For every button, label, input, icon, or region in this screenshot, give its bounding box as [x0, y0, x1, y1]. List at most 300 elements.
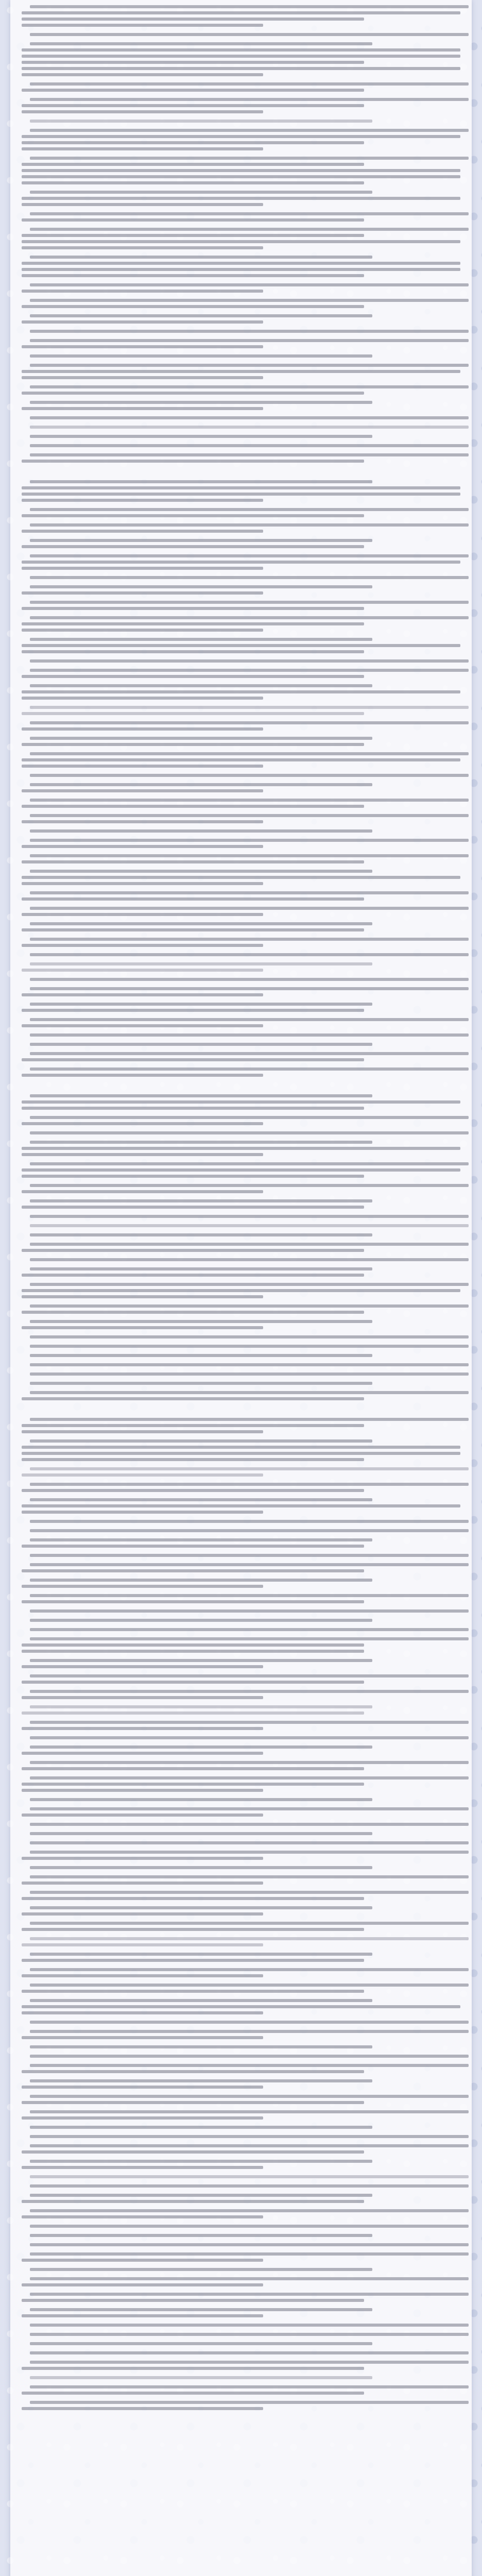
story-paragraph [22, 1467, 460, 1477]
text-line-placeholder [22, 2259, 263, 2262]
text-line-placeholder [22, 1168, 460, 1172]
story-paragraph [22, 364, 460, 379]
story-paragraph [22, 1659, 460, 1668]
text-line-placeholder [22, 2200, 364, 2203]
story-paragraph [22, 2277, 460, 2286]
text-line-placeholder [30, 444, 469, 447]
story-paragraph [22, 1776, 460, 1792]
text-line-placeholder [30, 2385, 469, 2388]
text-line-placeholder [30, 783, 372, 786]
story-paragraph [22, 576, 460, 579]
text-line-placeholder [22, 169, 460, 172]
text-line-placeholder [30, 82, 469, 86]
text-line-placeholder [22, 591, 263, 595]
story-paragraph [22, 1953, 460, 1962]
text-line-placeholder [22, 67, 460, 70]
text-line-placeholder [22, 73, 263, 76]
text-line-placeholder [22, 1650, 364, 1653]
text-line-placeholder [30, 1736, 469, 1739]
text-line-placeholder [30, 1674, 469, 1677]
text-line-placeholder [22, 1190, 263, 1193]
text-line-placeholder [30, 401, 372, 404]
text-line-placeholder [22, 1473, 263, 1477]
text-line-placeholder [22, 882, 263, 885]
text-line-placeholder [22, 1897, 364, 1900]
text-line-placeholder [30, 1335, 469, 1338]
text-line-placeholder [22, 1882, 263, 1885]
text-line-placeholder [22, 2392, 364, 2395]
text-line-placeholder [22, 1326, 263, 1329]
story-paragraph [22, 1033, 460, 1037]
text-line-placeholder [30, 2252, 469, 2256]
text-line-placeholder [30, 938, 469, 941]
text-line-placeholder [30, 585, 372, 588]
text-line-placeholder [30, 1233, 372, 1236]
text-line-placeholder [30, 1937, 469, 1940]
story-paragraph [22, 1529, 460, 1532]
text-line-placeholder [30, 228, 469, 231]
text-line-placeholder [22, 675, 364, 678]
story-paragraph [22, 2110, 460, 2120]
text-line-placeholder [22, 1153, 263, 1156]
story-paragraph [22, 98, 460, 113]
text-line-placeholder [22, 1990, 364, 1993]
text-line-placeholder [22, 246, 263, 249]
text-line-placeholder [30, 1243, 469, 1246]
text-line-placeholder [30, 1554, 469, 1557]
text-line-placeholder [22, 2367, 364, 2370]
text-line-placeholder [22, 147, 263, 150]
story-paragraph [22, 2308, 460, 2317]
story-paragraph [22, 1184, 460, 1193]
story-paragraph [22, 435, 460, 438]
text-line-placeholder [30, 314, 372, 317]
text-line-placeholder [22, 61, 364, 64]
text-line-placeholder [22, 460, 364, 463]
text-line-placeholder [30, 2110, 469, 2113]
text-line-placeholder [22, 805, 364, 808]
text-line-placeholder [30, 416, 469, 419]
text-line-placeholder [30, 2333, 469, 2336]
story-paragraph [22, 1345, 460, 1348]
text-line-placeholder [30, 1807, 469, 1810]
text-line-placeholder [30, 283, 469, 286]
text-line-placeholder [30, 2308, 372, 2311]
text-line-placeholder [22, 407, 263, 410]
story-paragraph [22, 416, 460, 419]
story-paragraph [22, 426, 460, 429]
text-line-placeholder [22, 697, 263, 700]
text-line-placeholder [30, 364, 469, 367]
text-line-placeholder [30, 706, 469, 709]
story-paragraph [22, 354, 460, 358]
story-paragraph [22, 1283, 460, 1298]
text-line-placeholder [22, 993, 263, 996]
text-line-placeholder [30, 523, 469, 527]
text-line-placeholder [30, 435, 372, 438]
text-line-placeholder [22, 2215, 263, 2218]
story-paragraph [22, 191, 460, 206]
text-line-placeholder [22, 514, 364, 517]
text-line-placeholder [22, 1814, 263, 1817]
text-line-placeholder [22, 1147, 460, 1150]
text-line-placeholder [30, 554, 469, 557]
text-line-placeholder [22, 240, 460, 243]
text-line-placeholder [30, 2376, 372, 2379]
text-line-placeholder [22, 1452, 460, 1455]
text-line-placeholder [30, 829, 372, 833]
text-line-placeholder [30, 453, 469, 456]
text-line-placeholder [30, 1184, 469, 1187]
story-paragraph [22, 2268, 460, 2271]
story-paragraph [22, 1832, 460, 1835]
story-paragraph [22, 1637, 460, 1653]
text-line-placeholder [30, 684, 372, 687]
story-paragraph [22, 659, 460, 663]
text-line-placeholder [22, 1585, 263, 1588]
text-line-placeholder [22, 203, 263, 206]
story-paragraph [22, 1906, 460, 1916]
text-line-placeholder [30, 1968, 469, 1971]
story-paragraph [22, 1891, 460, 1900]
text-line-placeholder [30, 1363, 469, 1366]
text-line-placeholder [22, 1600, 364, 1603]
text-line-placeholder [30, 212, 469, 215]
story-paragraph [22, 1807, 460, 1817]
story-paragraph [22, 2055, 460, 2058]
story-paragraph [22, 1798, 460, 1801]
text-line-placeholder [22, 545, 364, 548]
text-line-placeholder [30, 1798, 372, 1801]
story-paragraph [22, 638, 460, 653]
text-line-placeholder [22, 392, 364, 395]
text-line-placeholder [22, 234, 364, 237]
text-line-placeholder [30, 1418, 469, 1421]
text-line-placeholder [22, 607, 364, 610]
story-paragraph [22, 539, 460, 548]
text-line-placeholder [22, 104, 364, 107]
text-line-placeholder [22, 345, 263, 348]
story-body [10, 5, 472, 2416]
text-line-placeholder [30, 2045, 372, 2048]
text-line-placeholder [22, 1107, 364, 1110]
story-paragraph [22, 1999, 460, 2014]
story-paragraph [22, 480, 460, 502]
text-line-placeholder [30, 1345, 469, 1348]
text-line-placeholder [22, 89, 364, 92]
text-line-placeholder [22, 2101, 364, 2104]
story-paragraph [22, 752, 460, 768]
text-line-placeholder [22, 2166, 263, 2169]
text-line-placeholder [22, 1711, 364, 1715]
text-line-placeholder [22, 928, 364, 931]
story-paragraph [22, 1418, 460, 1433]
text-line-placeholder [22, 2299, 364, 2302]
story-paragraph [22, 120, 460, 123]
text-line-placeholder [30, 1003, 372, 1006]
story-paragraph [22, 1243, 460, 1252]
text-line-placeholder [22, 2314, 263, 2317]
text-line-placeholder [22, 743, 364, 746]
text-line-placeholder [22, 789, 263, 792]
text-line-placeholder [30, 157, 469, 160]
text-line-placeholder [22, 860, 364, 863]
story-paragraph [22, 1439, 460, 1461]
text-line-placeholder [30, 1851, 469, 1854]
text-line-placeholder [22, 1912, 263, 1916]
story-paragraph [22, 228, 460, 249]
story-paragraph [22, 508, 460, 517]
story-paragraph [22, 1579, 460, 1588]
story-paragraph [22, 82, 460, 92]
text-line-placeholder [22, 876, 460, 879]
text-line-placeholder [22, 1511, 263, 1514]
story-paragraph [22, 1391, 460, 1400]
story-paragraph [22, 2243, 460, 2246]
story-paragraph [22, 1554, 460, 1557]
story-paragraph [22, 523, 460, 533]
text-line-placeholder [30, 1467, 469, 1470]
text-line-placeholder [22, 1959, 364, 1962]
text-line-placeholder [30, 330, 469, 333]
story-paragraph [22, 737, 460, 746]
text-line-placeholder [30, 1637, 469, 1640]
story-paragraph [22, 2252, 460, 2262]
text-line-placeholder [30, 2243, 469, 2246]
text-line-placeholder [30, 1199, 372, 1202]
text-line-placeholder [22, 11, 460, 14]
story-paragraph [22, 299, 460, 308]
text-line-placeholder [30, 33, 469, 36]
text-line-placeholder [30, 339, 469, 342]
text-line-placeholder [22, 2086, 263, 2089]
story-paragraph [22, 1563, 460, 1572]
text-line-placeholder [22, 1545, 364, 1548]
story-paragraph [22, 314, 460, 324]
story-paragraph [22, 1233, 460, 1236]
text-line-placeholder [30, 191, 372, 194]
story-paragraph [22, 1674, 460, 1684]
text-line-placeholder [30, 1043, 372, 1046]
text-line-placeholder [22, 110, 263, 113]
story-paragraph [22, 1968, 460, 1977]
text-line-placeholder [22, 969, 263, 972]
text-line-placeholder [30, 1906, 372, 1909]
text-line-placeholder [22, 690, 460, 693]
text-line-placeholder [22, 2407, 263, 2410]
text-line-placeholder [30, 2030, 469, 2033]
text-line-placeholder [30, 2234, 372, 2237]
story-paragraph [22, 1141, 460, 1156]
text-line-placeholder [30, 1052, 469, 1055]
text-line-placeholder [22, 1857, 263, 1860]
text-line-placeholder [22, 1175, 364, 1178]
story-paragraph [22, 1215, 460, 1218]
story-paragraph [22, 2342, 460, 2345]
text-line-placeholder [22, 1274, 364, 1277]
text-line-placeholder [22, 499, 263, 502]
story-paragraph [22, 2225, 460, 2228]
text-line-placeholder [22, 376, 263, 379]
story-paragraph [22, 1937, 460, 1946]
text-line-placeholder [22, 2011, 263, 2014]
text-line-placeholder [30, 870, 372, 873]
text-line-placeholder [22, 290, 263, 293]
story-paragraph [22, 2184, 460, 2188]
story-paragraph [22, 385, 460, 395]
text-line-placeholder [30, 1520, 469, 1523]
text-line-placeholder [30, 1439, 372, 1443]
text-line-placeholder [22, 1643, 364, 1647]
story-paragraph [22, 157, 460, 184]
story-paragraph [22, 444, 460, 447]
story-paragraph [22, 33, 460, 36]
story-paragraph [22, 1094, 460, 1110]
text-line-placeholder [22, 2005, 460, 2008]
text-line-placeholder [30, 1659, 372, 1662]
text-line-placeholder [30, 1761, 469, 1764]
text-line-placeholder [30, 480, 372, 483]
text-line-placeholder [22, 1681, 364, 1684]
text-line-placeholder [22, 274, 364, 277]
story-paragraph [22, 1224, 460, 1227]
text-line-placeholder [22, 370, 460, 373]
story-paragraph [22, 1736, 460, 1739]
text-line-placeholder [30, 129, 469, 132]
text-line-placeholder [30, 891, 469, 894]
story-paragraph [22, 1162, 460, 1178]
text-line-placeholder [22, 1430, 263, 1433]
story-paragraph [22, 2376, 460, 2379]
story-paragraph [22, 1258, 460, 1261]
text-line-placeholder [22, 2116, 263, 2120]
text-line-placeholder [30, 1628, 469, 1631]
text-line-placeholder [22, 1311, 364, 1314]
story-paragraph [22, 616, 460, 632]
text-line-placeholder [30, 1594, 469, 1597]
story-paragraph [22, 2079, 460, 2089]
story-paragraph [22, 5, 460, 27]
story-paragraph [22, 2351, 460, 2354]
text-line-placeholder [30, 1354, 372, 1357]
text-line-placeholder [22, 2070, 364, 2073]
story-paragraph [22, 2064, 460, 2073]
text-line-placeholder [30, 1116, 469, 1119]
text-line-placeholder [30, 508, 469, 511]
text-line-placeholder [30, 2401, 469, 2404]
text-line-placeholder [30, 922, 372, 925]
text-line-placeholder [22, 944, 263, 947]
text-line-placeholder [22, 1295, 263, 1298]
story-paragraph [22, 2209, 460, 2218]
story-paragraph [22, 1875, 460, 1885]
text-line-placeholder [30, 1391, 469, 1394]
story-paragraph [22, 1043, 460, 1046]
scene-break [22, 1083, 460, 1094]
text-line-placeholder [30, 1094, 372, 1097]
text-line-placeholder [30, 1033, 469, 1037]
text-line-placeholder [30, 2351, 469, 2354]
text-line-placeholder [30, 1320, 372, 1323]
story-paragraph [22, 854, 460, 863]
text-line-placeholder [30, 1067, 469, 1071]
story-paragraph [22, 1984, 460, 1993]
story-page [10, 0, 472, 2576]
text-line-placeholder [22, 622, 364, 625]
text-line-placeholder [30, 1538, 372, 1541]
story-paragraph [22, 1761, 460, 1770]
text-line-placeholder [22, 268, 460, 271]
story-paragraph [22, 2293, 460, 2302]
text-line-placeholder [30, 354, 372, 358]
text-line-placeholder [22, 1458, 364, 1461]
story-paragraph [22, 1851, 460, 1860]
text-line-placeholder [30, 2225, 469, 2228]
story-paragraph [22, 814, 460, 823]
text-line-placeholder [30, 962, 372, 965]
text-line-placeholder [30, 839, 469, 842]
story-paragraph [22, 1335, 460, 1338]
text-line-placeholder [22, 1024, 263, 1027]
story-paragraph [22, 706, 460, 715]
story-paragraph [22, 1520, 460, 1523]
text-line-placeholder [30, 1984, 469, 1987]
story-paragraph [22, 1304, 460, 1314]
text-line-placeholder [30, 2126, 372, 2129]
text-line-placeholder [30, 1999, 372, 2002]
story-paragraph [22, 1594, 460, 1603]
text-line-placeholder [22, 1009, 364, 1012]
text-line-placeholder [22, 1727, 263, 1730]
text-line-placeholder [22, 1424, 364, 1427]
text-line-placeholder [30, 1866, 372, 1869]
story-paragraph [22, 1131, 460, 1134]
text-line-placeholder [22, 561, 460, 564]
text-line-placeholder [30, 737, 372, 740]
text-line-placeholder [30, 1875, 469, 1878]
text-line-placeholder [30, 669, 469, 672]
text-line-placeholder [22, 197, 460, 200]
text-line-placeholder [22, 530, 263, 533]
story-paragraph [22, 870, 460, 885]
text-line-placeholder [30, 1372, 469, 1376]
text-line-placeholder [30, 987, 469, 990]
text-line-placeholder [30, 1922, 469, 1925]
story-paragraph [22, 1320, 460, 1329]
text-line-placeholder [30, 1721, 469, 1724]
text-line-placeholder [22, 1249, 364, 1252]
text-line-placeholder [22, 727, 263, 731]
text-line-placeholder [30, 799, 469, 802]
story-paragraph [22, 721, 460, 731]
story-paragraph [22, 2324, 460, 2327]
text-line-placeholder [22, 135, 460, 138]
story-paragraph [22, 1705, 460, 1715]
story-paragraph [22, 1116, 460, 1125]
text-line-placeholder [22, 1058, 364, 1061]
story-paragraph [22, 2333, 460, 2336]
text-line-placeholder [22, 262, 460, 265]
story-paragraph [22, 1922, 460, 1931]
text-line-placeholder [30, 2021, 469, 2024]
story-paragraph [22, 1866, 460, 1869]
story-paragraph [22, 1067, 460, 1077]
story-paragraph [22, 339, 460, 348]
text-line-placeholder [22, 18, 364, 21]
text-line-placeholder [22, 486, 460, 489]
text-line-placeholder [22, 1943, 263, 1946]
story-paragraph [22, 1538, 460, 1548]
